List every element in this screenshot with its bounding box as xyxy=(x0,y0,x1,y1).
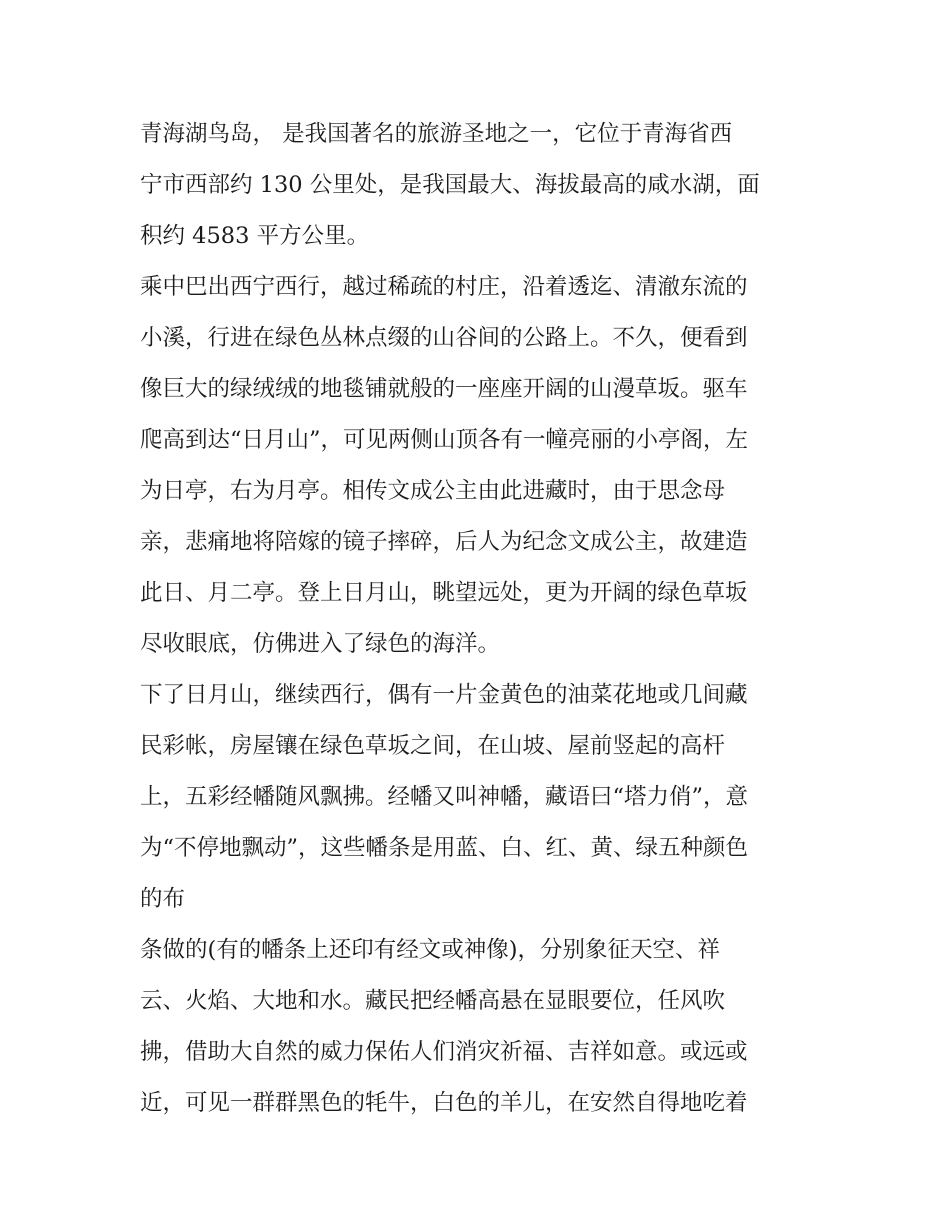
text-line: 青海湖鸟岛， 是我国著名的旅游圣地之一，它位于青海省西 xyxy=(140,121,733,147)
text-line: 云、火焰、大地和水。藏民把经幡高悬在显眼要位，任风吹 xyxy=(140,988,726,1014)
body-text xyxy=(140,109,820,1129)
text-line: 宁市西部约 130 公里处，是我国最大、海拔最高的咸水湖，面 xyxy=(140,172,760,198)
text-line: 尽收眼底，仿佛进入了绿色的海洋。 xyxy=(140,631,501,657)
text-line: 乘中巴出西宁西行，越过稀疏的村庄，沿着透迄、清澈东流的 xyxy=(140,274,748,300)
text-line: 爬高到达“日月山”，可见两侧山顶各有一幢亮丽的小亭阁，左 xyxy=(140,427,749,453)
text-line: 上，五彩经幡随风飘拂。经幡又叫神幡，藏语曰“塔力俏”，意 xyxy=(140,784,749,810)
text-line: 下了日月山，继续西行，偶有一片金黄色的油菜花地或几间藏 xyxy=(140,682,748,708)
text-line: 近，可见一群群黑色的牦牛，白色的羊儿，在安然自得地吃着 xyxy=(140,1090,748,1116)
text-line: 像巨大的绿绒绒的地毯铺就般的一座座开阔的山漫草坂。驱车 xyxy=(140,376,748,402)
text-line: 亲，悲痛地将陪嫁的镜子摔碎，后人为纪念文成公主，故建造 xyxy=(140,529,748,555)
text-line: 为“不停地飘动”，这些幡条是用蓝、白、红、黄、绿五种颜色 xyxy=(140,835,749,861)
text-line: 为日亭，右为月亭。相传文成公主由此进藏时，由于思念母 xyxy=(140,478,726,504)
text-line: 小溪，行进在绿色丛林点缀的山谷间的公路上。不久，便看到 xyxy=(140,325,748,351)
text-line: 的布 xyxy=(140,886,186,912)
text-line: 积约 4583 平方公里。 xyxy=(140,223,370,249)
text-line: 拂，借助大自然的威力保佑人们消灾祈福、吉祥如意。或远或 xyxy=(140,1039,748,1065)
text-line: 条做的(有的幡条上还印有经文或神像)，分别象征天空、祥 xyxy=(140,937,721,963)
text-line: 民彩帐，房屋镶在绿色草坂之间，在山坡、屋前竖起的高杆 xyxy=(140,733,726,759)
text-line: 此日、月二亭。登上日月山，眺望远处，更为开阔的绿色草坂 xyxy=(140,580,748,606)
